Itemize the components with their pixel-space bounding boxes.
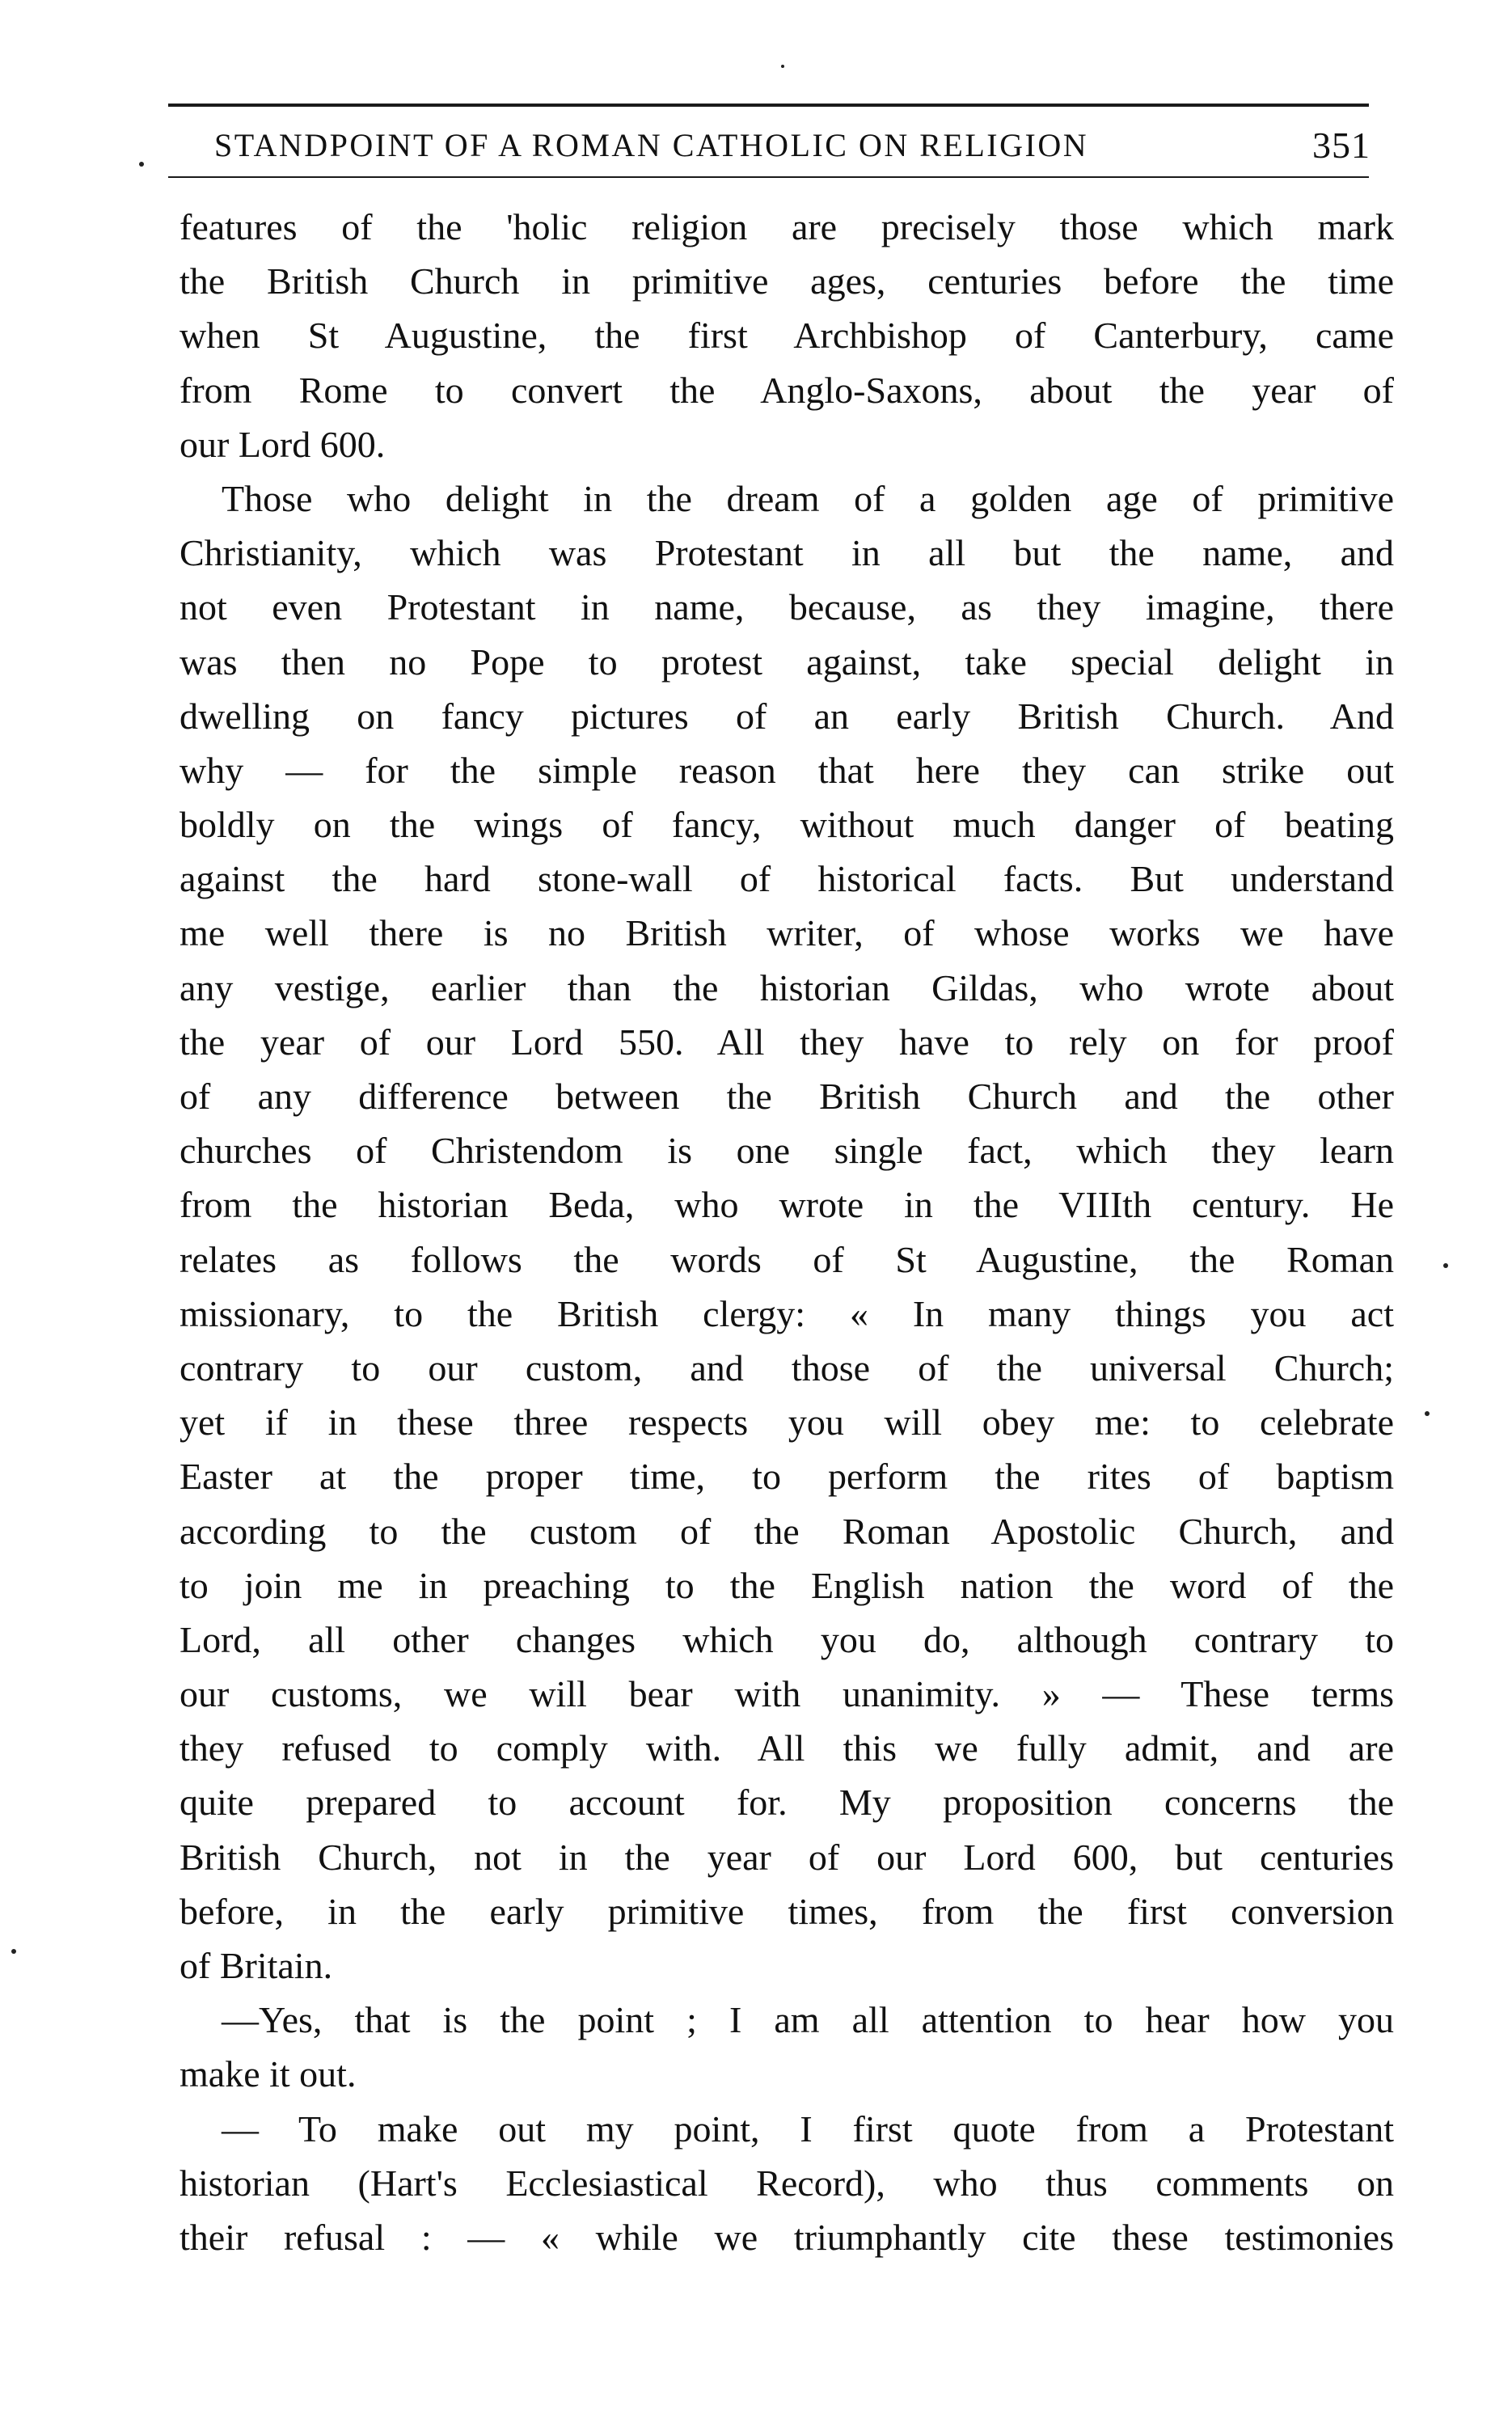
text-line: Those who delight in the dream of a golden age of primitive bbox=[222, 477, 1394, 519]
text-line: of Britain. bbox=[179, 1945, 333, 1986]
text-line: why — for the simple reason that here they can strike out bbox=[179, 749, 1394, 791]
text-line: was then no Pope to protest against, take special delight in bbox=[179, 640, 1394, 683]
text-line: any vestige, earlier than the historian Gildas, who wrote about bbox=[179, 966, 1394, 1008]
text-line: missionary, to the British clergy: « In many things you act bbox=[179, 1292, 1394, 1334]
text-line: churches of Christendom is one single fact, which they learn bbox=[179, 1130, 1394, 1172]
text-line: yet if in these three respects you will obey me: to celebrate bbox=[179, 1401, 1394, 1444]
text-line: Lord, all other changes which you do, although contrary to bbox=[179, 1618, 1394, 1660]
running-head bbox=[182, 121, 1371, 170]
text-line: British Church, not in the year of our Lord 600, but centuries bbox=[179, 1836, 1394, 1878]
text-line: our customs, we will bear with unanimity. » — These terms bbox=[179, 1673, 1394, 1715]
text-line: dwelling on fancy pictures of an early British Church. And bbox=[179, 695, 1394, 737]
text-line: historian (Hart's Ecclesiastical Record), who thus comments on bbox=[179, 2162, 1394, 2204]
text-line: not even Protestant in name, because, as they imagine, there bbox=[179, 586, 1394, 628]
text-line: from Rome to convert the Anglo-Saxons, about the year of bbox=[179, 369, 1394, 411]
text-line: boldly on the wings of fancy, without much danger of beating bbox=[179, 804, 1394, 846]
text-line: our Lord 600. bbox=[179, 423, 386, 465]
speck bbox=[11, 1949, 16, 1954]
text-line: the year of our Lord 550. All they have to rely on for proof bbox=[179, 1021, 1394, 1063]
speck bbox=[1443, 1263, 1448, 1268]
page-number: 351 bbox=[1312, 125, 1371, 166]
text-line: —Yes, that is the point ; I am all attention to hear how you bbox=[222, 1999, 1394, 2041]
text-line: relates as follows the words of St Augustine, the Roman bbox=[179, 1238, 1394, 1280]
header-rule bbox=[168, 176, 1369, 178]
text-line: before, in the early primitive times, from the first conversion bbox=[179, 1890, 1394, 1932]
text-line: Easter at the proper time, to perform the rites of baptism bbox=[179, 1456, 1394, 1498]
text-line: from the historian Beda, who wrote in the VIIIth century. He bbox=[179, 1184, 1394, 1226]
running-head-title: STANDPOINT OF A ROMAN CATHOLIC ON RELIGION bbox=[214, 127, 1089, 163]
text-line: to join me in preaching to the English nation the word of the bbox=[179, 1564, 1394, 1606]
text-line: — To make out my point, I first quote from a Protestant bbox=[222, 2107, 1394, 2150]
speck bbox=[781, 65, 784, 68]
text-line: of any difference between the British Church and the other bbox=[179, 1076, 1394, 1117]
text-line: make it out. bbox=[179, 2053, 357, 2095]
text-line: the British Church in primitive ages, centuries before the time bbox=[179, 260, 1394, 302]
text-line: features of the 'holic religion are precisely those which mark bbox=[179, 206, 1394, 247]
text-line: they refused to comply with. All this we fully admit, and are bbox=[179, 1727, 1394, 1769]
text-line: against the hard stone-wall of historical facts. But understand bbox=[179, 858, 1394, 900]
text-line: me well there is no British writer, of whose works we have bbox=[179, 912, 1394, 954]
speck bbox=[139, 162, 144, 167]
text-line: Christianity, which was Protestant in all but the name, and bbox=[179, 532, 1394, 574]
text-line: quite prepared to account for. My proposition concerns the bbox=[179, 1782, 1394, 1824]
text-line: their refusal : — « while we triumphantly cite these testimonies bbox=[179, 2216, 1394, 2258]
text-line: when St Augustine, the first Archbishop of Canterbury, came bbox=[179, 315, 1394, 357]
text-line: contrary to our custom, and those of the universal Church; bbox=[179, 1346, 1394, 1389]
top-rule bbox=[168, 104, 1369, 107]
body-text bbox=[179, 200, 1394, 2264]
text-line: according to the custom of the Roman Apostolic Church, and bbox=[179, 1510, 1394, 1552]
speck bbox=[1425, 1411, 1430, 1416]
